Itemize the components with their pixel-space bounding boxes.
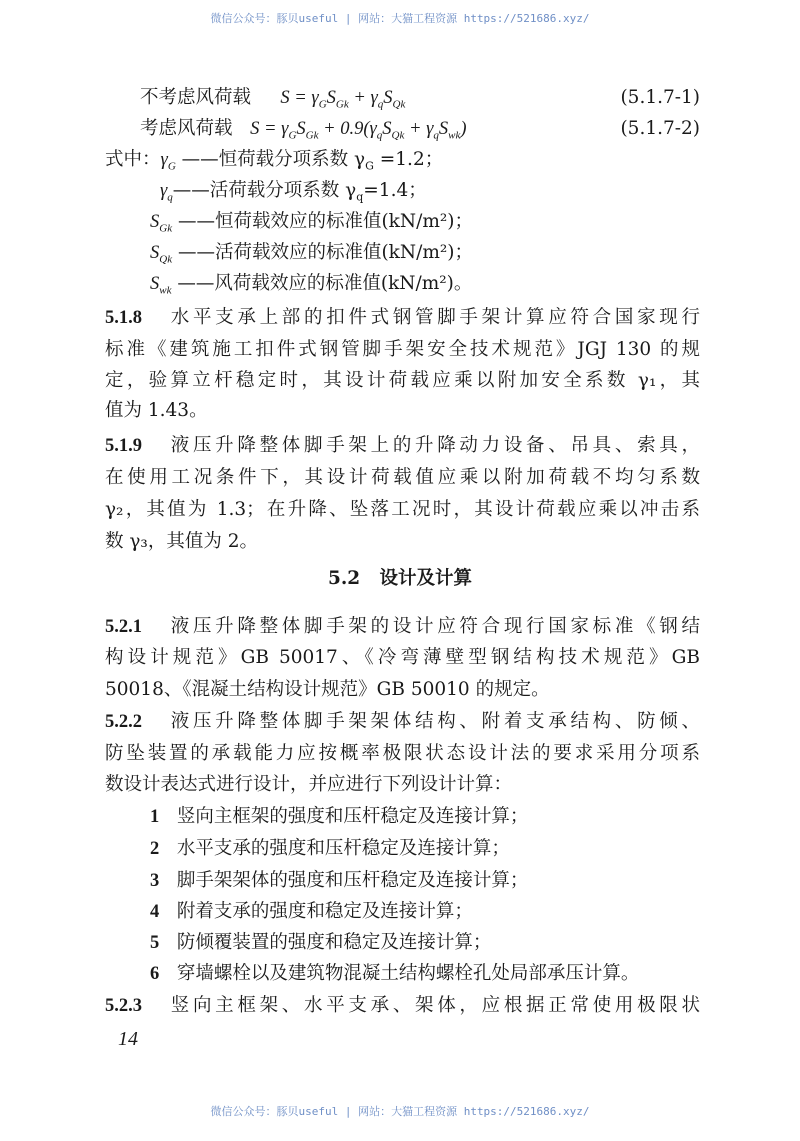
where-item-swk: $S_{wk}$ ——风荷载效应的标准值(kN/m²)。 xyxy=(150,273,473,297)
clause-line: 数 γ₃，其值为 2。 xyxy=(105,531,259,552)
clause-line: 防坠装置的承载能力应按概率极限状态设计法的要求采用分项系 xyxy=(105,743,700,764)
where-item-sqk: $S_{Qk}$ ——活荷载效应的标准值(kN/m²)； xyxy=(150,242,473,266)
formula-label: 不考虑风荷载 xyxy=(140,87,252,108)
clause-5-2-3: 5.2.3 竖向主框架、水平支承、架体，应根据正常使用极限状 xyxy=(105,995,700,1016)
list-item: 5 防倾覆装置的强度和稳定及连接计算； xyxy=(150,932,492,953)
equation-number: (5.1.7-2) xyxy=(620,118,700,139)
where-item-sgk: $S_{Gk}$ ——恒荷载效应的标准值(kN/m²)； xyxy=(150,211,473,235)
list-item: 3 脚手架架体的强度和压杆稳定及连接计算； xyxy=(150,870,529,891)
clause-line: 50018、《混凝土结构设计规范》GB 50010 的规定。 xyxy=(105,679,550,700)
clause-line: 数设计表达式进行设计，并应进行下列设计计算： xyxy=(105,774,513,795)
clause-5-2-2: 5.2.2 液压升降整体脚手架架体结构、附着支承结构、防倾、 xyxy=(105,711,700,732)
formula-expr: $S = \gamma_GS_{Gk} + 0.9(\gamma_qS_{Qk} + \gamma_qS_{wk})$ xyxy=(250,119,467,142)
where-item-gamma-q: $\gamma_q——$活荷载分项系数 $\gamma_q=1.4$； xyxy=(160,180,427,204)
section-heading: 5.2 设计及计算 xyxy=(327,568,473,589)
where-prefix: 式中： xyxy=(105,149,161,170)
clause-line: 构设计规范》GB 50017、《冷弯薄壁型钢结构技术规范》GB xyxy=(105,647,700,668)
formula-expr: $S = \gamma_GS_{Gk} + \gamma_qS_{Qk}$ xyxy=(280,88,406,111)
list-item: 1 竖向主框架的强度和压杆稳定及连接计算； xyxy=(150,806,529,827)
where-item-gamma-g: 式中：$\gamma_G$ ——恒荷载分项系数 $\gamma_G =1.2$； xyxy=(105,149,444,173)
clause-line: 标准《建筑施工扣件式钢管脚手架安全技术规范》JGJ 130 的规 xyxy=(105,339,700,360)
formula-1 xyxy=(140,85,700,118)
equation-number: (5.1.7-1) xyxy=(620,87,700,108)
page-number: 14 xyxy=(118,1028,138,1050)
list-item: 4 附着支承的强度和稳定及连接计算； xyxy=(150,901,473,922)
list-item: 6 穿墙螺栓以及建筑物混凝土结构螺栓孔处局部承压计算。 xyxy=(150,963,640,984)
clause-5-2-1: 5.2.1 液压升降整体脚手架的设计应符合现行国家标准《钢结 xyxy=(105,616,700,637)
watermark-header: 微信公众号：豚贝useful | 网站：大猫工程资源 https://521686.xyz/ xyxy=(210,12,590,25)
clause-5-1-8: 5.1.8 水平支承上部的扣件式钢管脚手架计算应符合国家现行 xyxy=(105,307,700,328)
clause-line: 值为 1.43。 xyxy=(105,400,208,421)
clause-line: 定，验算立杆稳定时，其设计荷载应乘以附加安全系数 γ₁，其 xyxy=(105,370,700,391)
clause-line: γ₂，其值为 1.3；在升降、坠落工况时，其设计荷载应乘以冲击系 xyxy=(105,499,700,520)
list-item: 2 水平支承的强度和压杆稳定及连接计算； xyxy=(150,838,510,859)
clause-5-1-9: 5.1.9 液压升降整体脚手架上的升降动力设备、吊具、索具， xyxy=(105,435,700,456)
clause-line: 在使用工况条件下，其设计荷载值应乘以附加荷载不均匀系数 xyxy=(105,467,700,488)
formula-label: 考虑风荷载 xyxy=(140,118,233,139)
watermark-footer: 微信公众号：豚贝useful | 网站：大猫工程资源 https://521686.xyz/ xyxy=(210,1105,590,1118)
formula-2 xyxy=(140,116,700,149)
